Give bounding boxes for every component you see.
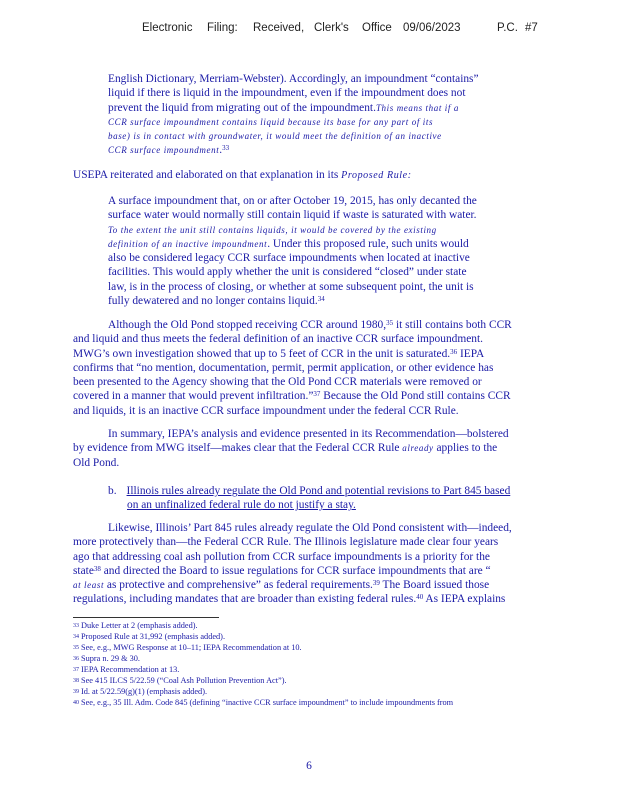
- header-filing: Filing:: [207, 22, 238, 34]
- heading-text: on an unfinalized federal rule do not justify a stay.: [127, 499, 356, 512]
- footnote-ref: 34: [317, 295, 325, 304]
- footnote: $^{36}$ Supra n. 29 & 30.: [73, 654, 140, 663]
- quote2-line: also be considered legacy CCR surface impoundments when located at inactive: [108, 252, 470, 265]
- footnote: $^{33}$ Duke Letter at 2 (emphasis added).: [73, 621, 198, 630]
- footnote: $^{35}$ See, e.g., MWG Response at 10–11; IEPA Recommendation at 10.: [73, 643, 302, 652]
- quote1-line: English Dictionary, Merriam-Webster). Accordingly, an impoundment “contains”: [108, 73, 479, 85]
- section-heading-b: [108, 484, 558, 513]
- quote2-line: law, is in the process of closing, or whether at some subsequent point, the unit is: [108, 280, 474, 293]
- footnote-ref: 35: [386, 319, 394, 327]
- quote2-line: definition of an inactive impoundment. Under this proposed rule, such units would: [108, 237, 469, 250]
- header-received: Received,: [253, 22, 305, 34]
- summary-paragraph: In summary, IEPA’s analysis and evidence presented in its Recommendation—bolstered by evidence from MWG itself—makes clear that the Federal CCR Rule already applies to the Old Pond.: [73, 428, 509, 469]
- likewise-paragraph: Likewise, Illinois’ Part 845 rules already regulate the Old Pond consistent with—indeed, more protectively than—the Federal CCR Rule. The Illinois legislature made clear four years ago that addressing coal ash pollution from CCR surface impoundments is a priority for the state$^{38}$ and directed the Board to issue regulations for CCR surface impoundments that are “ at least as protective and comprehensive” as federal requirements.$^{39}$ The Board issued those regulations, including mandates that are broader than existing federal rules.$^{40}$ As IEPA explains: [73, 522, 512, 606]
- header-number: #7: [525, 22, 538, 34]
- quote1-line: CCR surface impoundment.$^{33}$: [108, 144, 230, 157]
- heading-label: b.: [108, 485, 117, 497]
- footnote: $^{40}$ See, e.g., 35 Ill. Adm. Code 845 (defining “inactive CCR surface impoundment” to include impoundments from: [73, 698, 454, 707]
- quote2-line: A surface impoundment that, on or after October 19, 2015, has only decanted the: [108, 195, 477, 207]
- quote2-line: fully dewatered and no longer contains liquid.$^{34}$: [108, 295, 325, 308]
- quote2-line: surface water would normally still contain liquid if waste is saturated with water.: [108, 209, 477, 222]
- quote1-line: prevent the liquid from migrating out of the impoundment.This means that if a: [108, 101, 459, 114]
- usepa-intro-paragraph: USEPA reiterated and elaborated on that explanation in its Proposed Rule:: [73, 169, 412, 181]
- footnote: $^{39}$ Id. at 5/22.59(g)(1) (emphasis added).: [73, 687, 208, 696]
- block-quote-definition: [108, 72, 548, 158]
- footnote-ref: 37: [313, 390, 321, 399]
- quote2-line: To the extent the unit still contains liquids, it would be covered by the existing: [108, 224, 437, 235]
- header-date: 09/06/2023: [403, 22, 461, 34]
- block-quote-proposed-rule: [108, 194, 548, 308]
- footnote: $^{38}$ See 415 ILCS 5/22.59 (“Coal Ash Pollution Prevention Act”).: [73, 676, 287, 685]
- header-office: Office: [362, 22, 392, 34]
- footnote-ref: 38: [93, 564, 101, 573]
- heading-text: Illinois rules already regulate the Old Pond and potential revisions to Part 845 based: [126, 485, 511, 497]
- old-pond-paragraph: Although the Old Pond stopped receiving CCR around 1980,35 it still contains both CCR and liquid and thus meets the federal definition of an inactive CCR surface impoundment. MWG’s own investigation showed that up to 5 feet of CCR in the unit is saturated.$^{36}$ IEPA confirms that “no mention, documentation, permit, permit application, or other evidence has been presented to the Agency showing that the Old Pond CCR materials were removed or covered in a manner that would prevent infiltration.”$^{37}$ Because the Old Pond still contains CCR and liquids, it is an inactive CCR surface impoundment under the federal CCR Rule.: [73, 319, 512, 417]
- footnote-ref: 33: [222, 144, 230, 153]
- quote1-line: base) is in contact with groundwater, it would meet the definition of an inactive: [108, 131, 442, 142]
- quote1-line: liquid if there is liquid in the impoundment, even if the impoundment does not: [108, 87, 466, 100]
- quote1-line: CCR surface impoundment contains liquid because its base for any part of its: [108, 116, 434, 127]
- footnote: $^{37}$ IEPA Recommendation at 13.: [73, 665, 180, 674]
- header-electronic: Electronic: [142, 22, 193, 34]
- footnote: $^{34}$ Proposed Rule at 31,992 (emphasis added).: [73, 632, 226, 641]
- page-number: 6: [306, 760, 312, 772]
- quote2-line: facilities. This would apply whether the unit is considered “closed” under state: [108, 266, 467, 279]
- footnote-ref: 39: [372, 579, 380, 588]
- filing-header: [0, 22, 618, 38]
- header-pc: P.C.: [497, 22, 518, 34]
- footnote-separator: [73, 617, 219, 618]
- header-clerks: Clerk's: [314, 22, 349, 34]
- footnote-ref: 40: [416, 593, 424, 602]
- footnote-ref: 36: [450, 347, 458, 356]
